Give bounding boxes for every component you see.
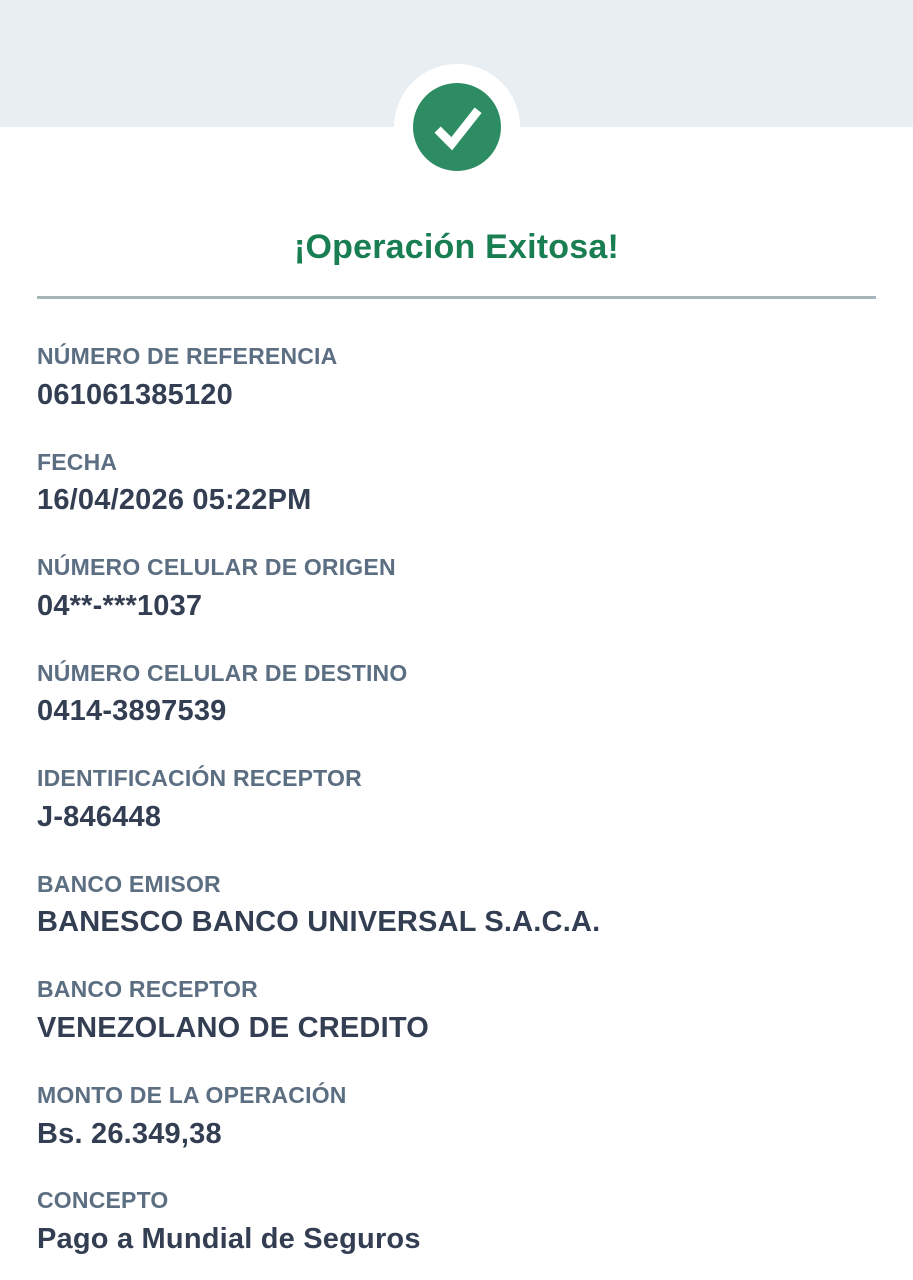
field-label: BANCO EMISOR	[37, 870, 221, 897]
field-label: NÚMERO CELULAR DE DESTINO	[37, 659, 408, 686]
field-reference-number	[37, 342, 876, 413]
field-label: IDENTIFICACIÓN RECEPTOR	[37, 765, 362, 792]
field-label: NÚMERO DE REFERENCIA	[37, 343, 338, 369]
field-destination-phone	[37, 659, 876, 730]
field-value: VENEZOLANO DE CREDITO	[37, 1012, 429, 1045]
field-date	[37, 448, 876, 519]
field-label: BANCO RECEPTOR	[37, 976, 258, 1003]
field-value: Pago a Mundial de Seguros	[37, 1223, 421, 1256]
receipt-fields	[37, 342, 876, 1280]
success-icon-halo	[394, 64, 520, 190]
field-label: FECHA	[37, 448, 118, 475]
field-value: 061061385120	[37, 378, 233, 411]
field-value: 16/04/2026 05:22PM	[37, 484, 312, 517]
page-title: ¡Operación Exitosa!	[294, 228, 619, 266]
divider-line	[37, 296, 876, 299]
check-icon	[413, 83, 501, 171]
field-value: J-846448	[37, 800, 162, 833]
field-receiving-bank	[37, 975, 876, 1046]
field-value: 04**-***1037	[37, 589, 203, 622]
field-concept	[37, 1186, 876, 1257]
field-label: CONCEPTO	[37, 1187, 169, 1214]
field-value: 0414-3897539	[37, 695, 227, 728]
field-receiver-id	[37, 764, 876, 835]
field-value: BANESCO BANCO UNIVERSAL S.A.C.A.	[37, 906, 601, 939]
field-label: MONTO DE LA OPERACIÓN	[37, 1081, 347, 1108]
field-issuing-bank	[37, 870, 876, 941]
field-origin-phone	[37, 553, 876, 624]
field-label: NÚMERO CELULAR DE ORIGEN	[37, 554, 396, 581]
field-value: Bs. 26.349,38	[37, 1117, 222, 1150]
field-amount	[37, 1081, 876, 1152]
